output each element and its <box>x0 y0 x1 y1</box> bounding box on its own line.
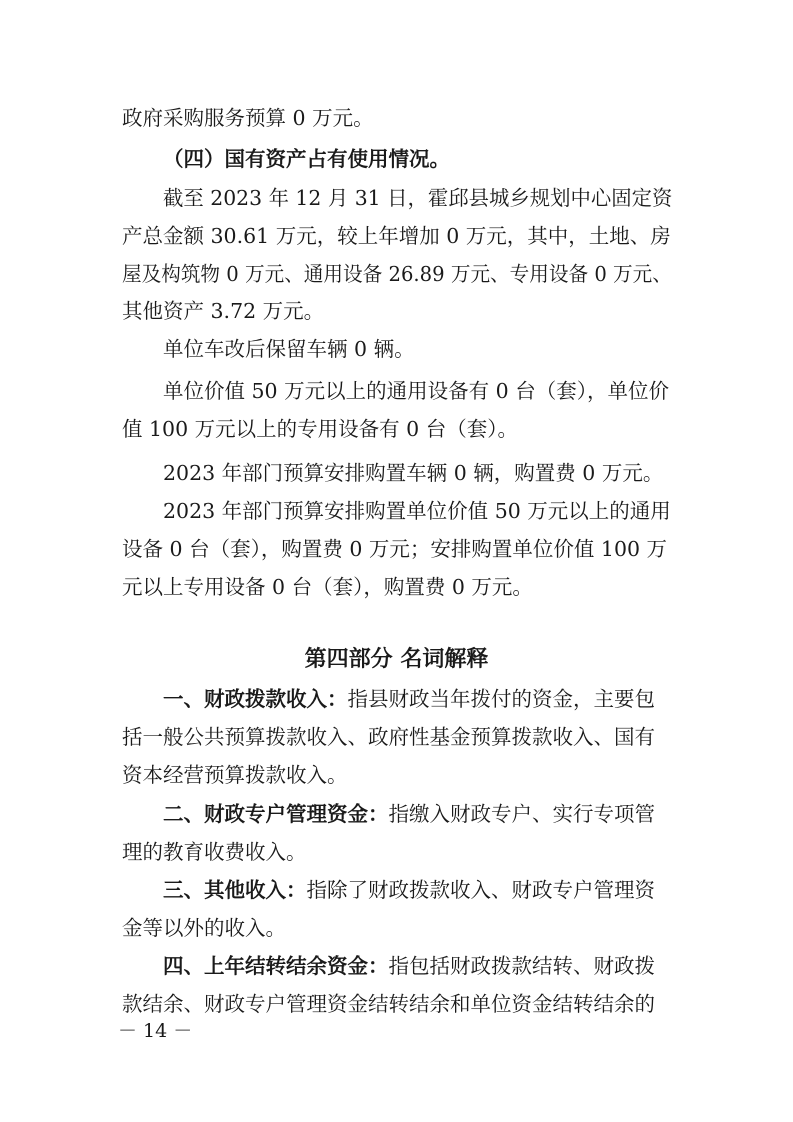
definition-term: 二、财政专户管理资金： <box>163 802 389 826</box>
text-line: 截至 2023 年 12 月 31 日，霍邱县城乡规划中心固定资 <box>163 186 673 210</box>
text-line: 款结余、财政专户管理资金结转结余和单位资金结转结余的 <box>122 992 655 1016</box>
definition-term: 三、其他收入： <box>163 878 307 902</box>
text-line: 2023 年部门预算安排购置单位价值 50 万元以上的通用 <box>163 499 671 523</box>
text-line: 其他资产 3.72 万元。 <box>122 299 325 323</box>
definition-text: 指县财政当年拨付的资金，主要包 <box>347 687 655 711</box>
section-heading: （四）国有资产占有使用情况。 <box>163 147 450 171</box>
definition-term: 一、财政拨款收入： <box>163 687 348 711</box>
text-line: 2023 年部门预算安排购置车辆 0 辆，购置费 0 万元。 <box>163 461 664 485</box>
definition-text: 指除了财政拨款收入、财政专户管理资 <box>306 878 655 902</box>
text-line: 单位价值 50 万元以上的通用设备有 0 台（套），单位价 <box>163 379 669 403</box>
part-title: 第四部分 名词解释 <box>304 647 489 672</box>
definition-item <box>163 952 655 980</box>
definition-term: 四、上年结转结余资金： <box>163 954 389 978</box>
definition-text: 指包括财政拨款结转、财政拨 <box>388 954 655 978</box>
text-line: 设备 0 台（套），购置费 0 万元；安排购置单位价值 100 万 <box>122 537 668 561</box>
text-line: 理的教育收费收入。 <box>122 840 307 864</box>
text-line: 元以上专用设备 0 台（套），购置费 0 万元。 <box>122 575 533 599</box>
text-line: 屋及构筑物 0 万元、通用设备 26.89 万元、专用设备 0 万元、 <box>122 262 672 286</box>
page-number: － 14 － <box>118 1020 193 1042</box>
definition-item <box>163 876 655 904</box>
definition-text: 指缴入财政专户、实行专项管 <box>388 802 655 826</box>
text-line: 政府采购服务预算 0 万元。 <box>122 106 374 130</box>
definition-item <box>163 800 655 828</box>
text-line: 金等以外的收入。 <box>122 916 286 940</box>
text-line: 括一般公共预算拨款收入、政府性基金预算拨款收入、国有 <box>122 725 655 749</box>
definition-item <box>163 685 655 713</box>
text-line: 资本经营预算拨款收入。 <box>122 763 348 787</box>
text-line: 值 100 万元以上的专用设备有 0 台（套）。 <box>122 417 518 441</box>
text-line: 产总金额 30.61 万元，较上年增加 0 万元，其中，土地、房 <box>122 224 671 248</box>
text-line: 单位车改后保留车辆 0 辆。 <box>163 337 415 361</box>
